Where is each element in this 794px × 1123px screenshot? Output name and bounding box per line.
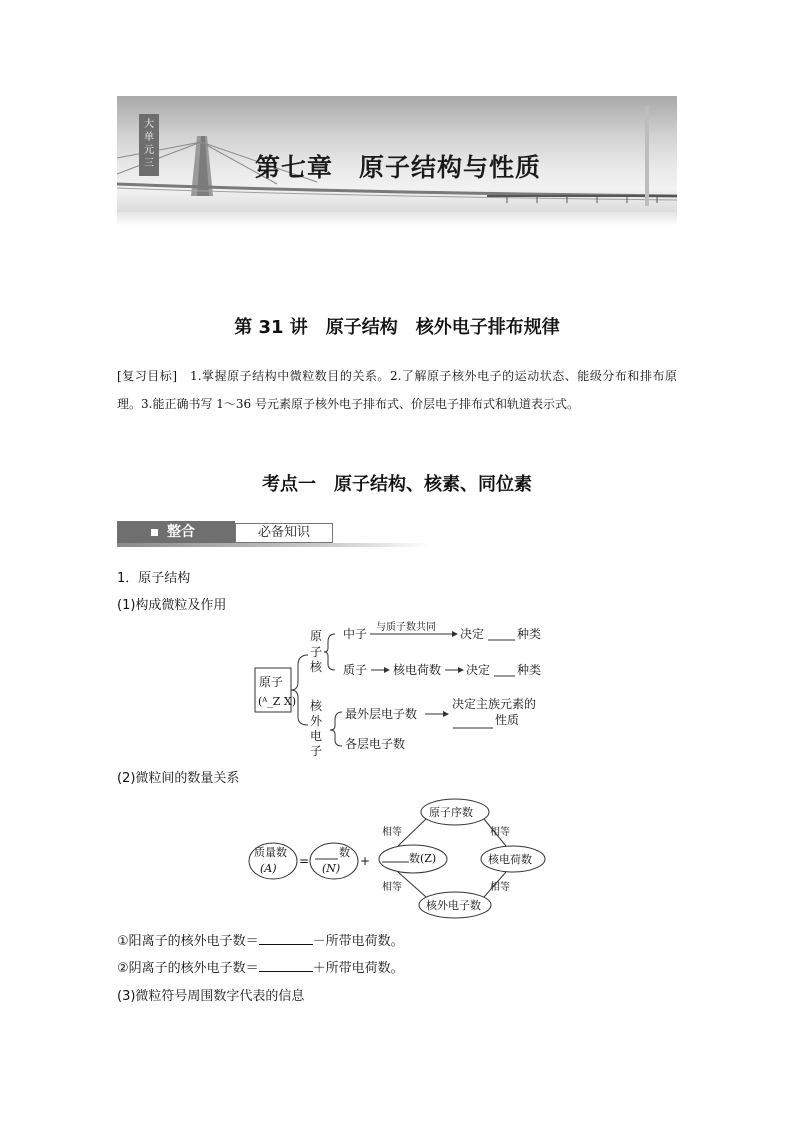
brace-electrons — [330, 712, 342, 746]
outer-electrons-label: 最外层电子数 — [345, 707, 418, 721]
subheading-symbol-info: (3)微粒符号周围数字代表的信息 — [117, 989, 305, 1004]
layer-electrons-label: 各层电子数 — [345, 737, 406, 751]
electron-char: 外 — [310, 714, 323, 728]
nucleus-char: 子 — [310, 645, 323, 659]
lecture-title: 第 31 讲 原子结构 核外电子排布规律 — [234, 317, 560, 338]
equal-label: 相等 — [490, 882, 510, 893]
proton-suffix: 数(Z) — [409, 852, 437, 865]
section-tag: 必备知识 — [235, 523, 333, 543]
banner-shadow — [117, 212, 677, 226]
mass-number-symbol: (A) — [260, 862, 277, 875]
mass-number-label: 质量数 — [254, 846, 287, 859]
equals-sign: = — [299, 854, 310, 868]
anion-electron-rule — [117, 957, 404, 976]
nucleus-char: 核 — [310, 660, 323, 674]
equal-label: 相等 — [382, 827, 402, 838]
unit-tag — [139, 114, 159, 176]
section-label: 整合 — [167, 524, 195, 540]
unit-tag-char: 单 — [144, 132, 154, 143]
rule-prefix: ①阳离子的核外电子数＝ — [117, 934, 259, 949]
atom-label: 原子 — [259, 675, 284, 689]
property-label: 性质 — [495, 713, 520, 727]
blank-line — [259, 959, 313, 972]
subheading-particles: (1)构成微粒及作用 — [117, 598, 227, 613]
equal-label: 相等 — [490, 827, 510, 838]
neutron-symbol: (N) — [322, 862, 341, 875]
nucleus-char: 原 — [310, 629, 323, 643]
blank-line — [259, 932, 313, 945]
unit-tag-char: 元 — [144, 145, 154, 156]
rule-suffix: ＋所带电荷数。 — [312, 961, 404, 976]
atom-composition-diagram — [250, 620, 560, 760]
electron-char: 电 — [310, 729, 323, 743]
section-underline — [117, 543, 432, 547]
proton-label: 质子 — [343, 663, 368, 677]
square-bullet-icon — [151, 529, 158, 536]
unit-tag-char: 大 — [144, 119, 154, 130]
rule-prefix: ②阴离子的核外电子数＝ — [117, 961, 259, 976]
brace-nucleus — [324, 634, 335, 670]
neutron-label: 中子 — [343, 627, 368, 641]
rule-suffix: －所带电荷数。 — [312, 934, 404, 949]
electron-count-label: 核外电子数 — [426, 899, 481, 912]
heading-atomic-structure: 1．原子结构 — [117, 571, 191, 586]
neutron-suffix: 数 — [339, 846, 350, 859]
decide-label-a: 决定 — [460, 627, 485, 641]
quantity-relation-diagram — [246, 798, 550, 920]
nuclear-charge-label: 核电荷数 — [393, 663, 442, 677]
electron-char: 核 — [310, 699, 323, 713]
electron-char: 子 — [310, 744, 323, 758]
section-label-box — [117, 521, 235, 543]
neutron-arrow-label: 与质子数共同 — [376, 622, 436, 633]
subheading-quantity: (2)微粒间的数量关系 — [117, 771, 240, 786]
review-objectives: [复习目标] 1.掌握原子结构中微粒数目的关系。2.了解原子核外电子的运动状态、能级分布和排布原理。3.能正确书写 1～36 号元素原子核外电子排布式、价层电子排布式和轨道表示式。 — [117, 369, 677, 411]
atomic-number-label: 原子序数 — [429, 806, 473, 819]
kind-label-a: 种类 — [517, 627, 542, 641]
unit-tag-char: 三 — [144, 158, 154, 169]
equal-label: 相等 — [382, 882, 402, 893]
section-bar — [117, 521, 432, 547]
brace-atom — [291, 655, 308, 725]
atom-symbol: (ᴬ_Z X) — [258, 695, 297, 708]
plus-sign: + — [360, 854, 371, 868]
decide-main-label: 决定主族元素的 — [452, 697, 537, 711]
exam-point-title: 考点一 原子结构、核素、同位素 — [262, 474, 532, 495]
kind-label-b: 种类 — [517, 663, 542, 677]
chapter-title: 第七章 原子结构与性质 — [255, 153, 542, 182]
chapter-banner — [117, 96, 677, 226]
nuclear-charge-label: 核电荷数 — [488, 853, 532, 866]
decide-label-b: 决定 — [466, 663, 491, 677]
cation-electron-rule — [117, 930, 404, 949]
